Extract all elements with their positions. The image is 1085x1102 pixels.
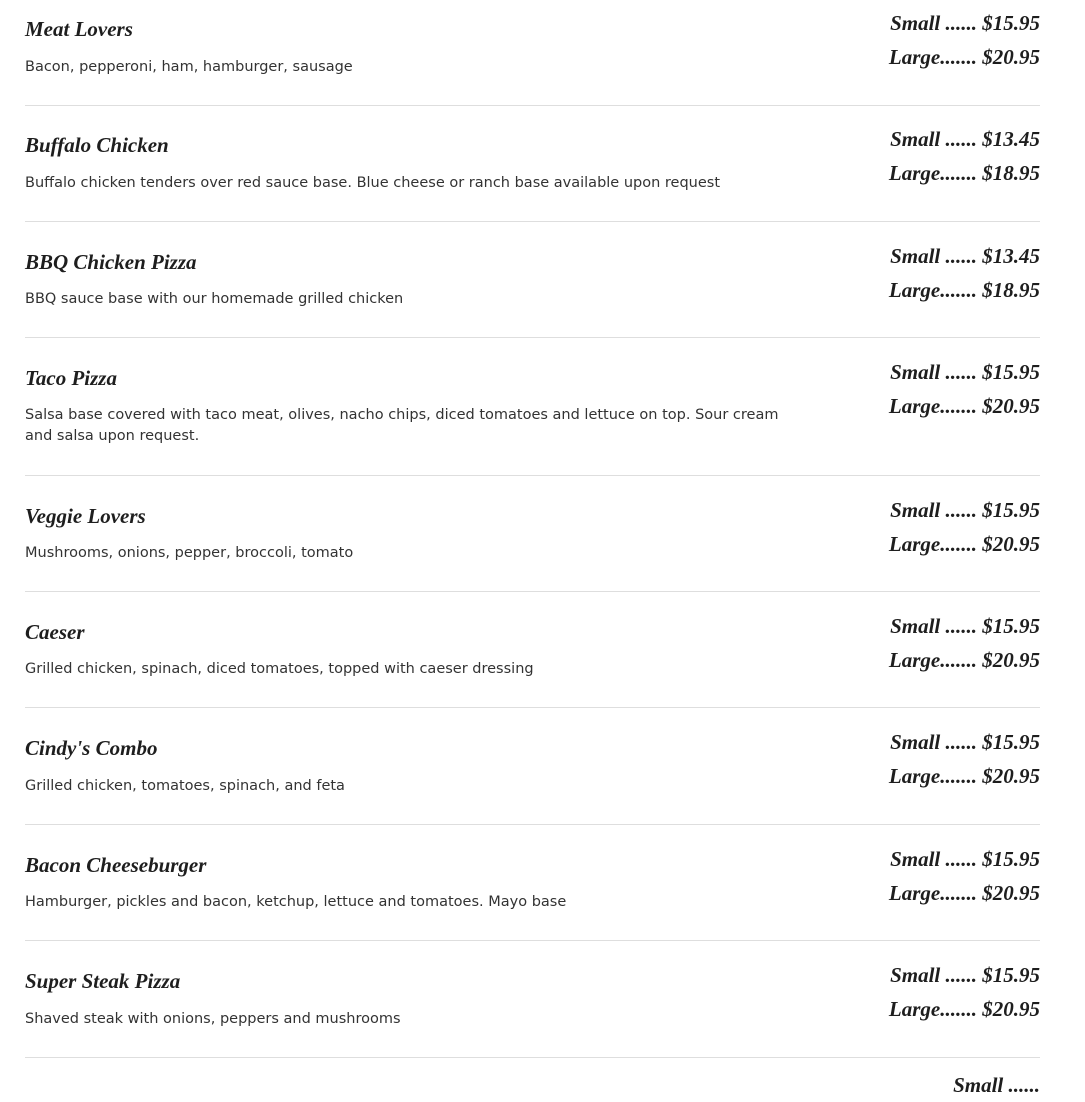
menu-item-caeser: [25, 592, 1040, 708]
price-large: Large....... $20.95: [888, 394, 1040, 418]
item-name: Meat Lovers: [25, 17, 133, 41]
item-prices: [889, 958, 1040, 1026]
next-item-price-partial: Small ......: [953, 1073, 1040, 1097]
item-name: Cindy's Combo: [25, 736, 158, 760]
menu-item-bbq-chicken-pizza: [25, 222, 1040, 338]
price-small: Small ...... $13.45: [890, 244, 1040, 268]
menu-item-taco-pizza: [25, 338, 1040, 476]
item-name: Taco Pizza: [25, 366, 117, 390]
price-small: Small ...... $15.95: [890, 847, 1040, 871]
price-large: Large....... $20.95: [888, 45, 1040, 69]
menu-item-bacon-cheeseburger: [25, 825, 1040, 941]
item-description: Buffalo chicken tenders over red sauce base. Blue cheese or ranch base available upon request: [25, 175, 721, 191]
item-prices: [889, 725, 1040, 793]
pizza-menu: [25, 0, 1040, 1058]
item-prices: [889, 355, 1040, 423]
price-small: Small ...... $15.95: [890, 360, 1040, 384]
item-name: Buffalo Chicken: [25, 133, 169, 157]
price-small: Small ...... $15.95: [890, 498, 1040, 522]
menu-item-meat-lovers: [25, 0, 1040, 106]
item-description: Mushrooms, onions, pepper, broccoli, tomato: [25, 545, 354, 561]
price-large: Large....... $20.95: [888, 532, 1040, 556]
item-description: Bacon, pepperoni, ham, hamburger, sausage: [25, 59, 353, 75]
price-small: Small ...... $15.95: [890, 614, 1040, 638]
item-prices: [889, 493, 1040, 561]
item-name: Caeser: [25, 620, 85, 644]
item-prices: [889, 609, 1040, 677]
menu-item-cindys-combo: [25, 708, 1040, 825]
item-name: Bacon Cheeseburger: [25, 853, 207, 877]
price-large: Large....... $20.95: [888, 997, 1040, 1021]
menu-item-buffalo-chicken: [25, 106, 1040, 222]
item-prices: [889, 6, 1040, 74]
price-large: Large....... $20.95: [888, 648, 1040, 672]
item-name: Super Steak Pizza: [25, 969, 181, 993]
item-description: BBQ sauce base with our homemade grilled chicken: [25, 291, 404, 307]
item-name: BBQ Chicken Pizza: [25, 250, 197, 274]
item-description: Shaved steak with onions, peppers and mushrooms: [25, 1011, 401, 1027]
item-description: Hamburger, pickles and bacon, ketchup, lettuce and tomatoes. Mayo base: [25, 894, 567, 910]
price-large: Large....... $20.95: [888, 764, 1040, 788]
item-description: Grilled chicken, spinach, diced tomatoes, topped with caeser dressing: [25, 661, 534, 677]
item-description: Grilled chicken, tomatoes, spinach, and feta: [25, 778, 345, 794]
price-small: Small ...... $13.45: [890, 127, 1040, 151]
menu-item-veggie-lovers: [25, 476, 1040, 592]
item-prices: [889, 122, 1040, 190]
price-small: Small ...... $15.95: [890, 730, 1040, 754]
menu-item-super-steak-pizza: [25, 941, 1040, 1058]
item-description: Salsa base covered with taco meat, olives, nacho chips, diced tomatoes and lettuce on top. Sour cream and salsa upon request.: [25, 407, 779, 444]
item-prices: [889, 842, 1040, 910]
item-name: Veggie Lovers: [25, 504, 146, 528]
price-large: Large....... $20.95: [888, 881, 1040, 905]
item-prices: [889, 239, 1040, 307]
price-small: Small ...... $15.95: [890, 963, 1040, 987]
price-large: Large....... $18.95: [888, 161, 1040, 185]
price-large: Large....... $18.95: [888, 278, 1040, 302]
price-small: Small ...... $15.95: [890, 11, 1040, 35]
